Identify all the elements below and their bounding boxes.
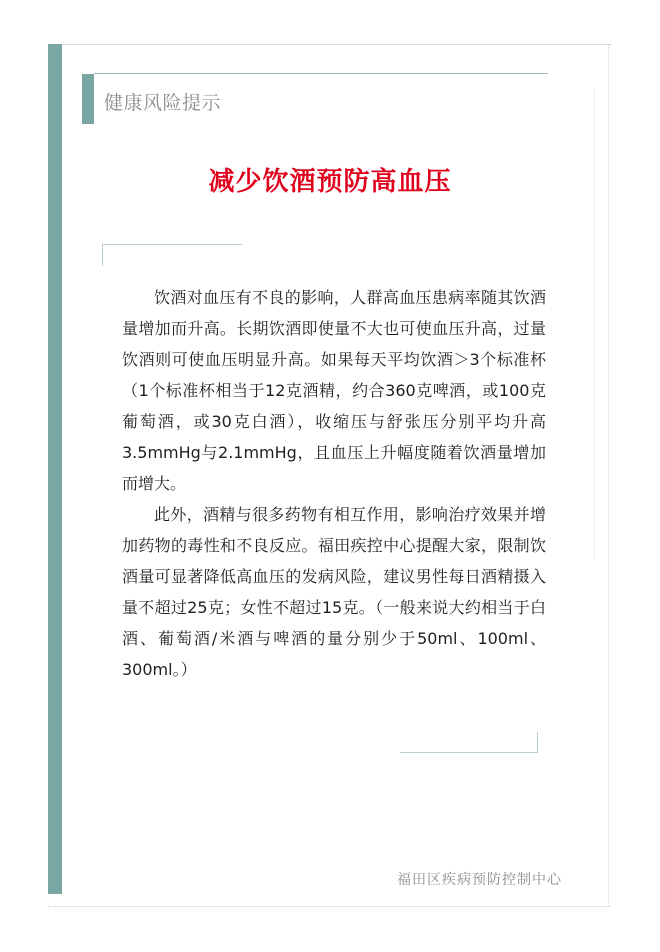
paragraph-1: 饮酒对血压有不良的影响，人群高血压患病率随其饮酒量增加而升高。长期饮酒即使量不大也可使血压升高，过量饮酒则可使血压明显升高。如果每天平均饮酒＞3个标准杯（1个标准杯相当于12克酒精，约合360克啤酒，或100克葡萄酒，或30克白酒），收缩压与舒张压分别平均升高3.5mmHg与2.1mmHg，且血压上升幅度随着饮酒量增加而增大。	[122, 288, 546, 493]
organization-footer: 福田区疾病预防控制中心	[397, 872, 562, 888]
category-label: 健康风险提示	[104, 92, 222, 114]
page-border-top	[48, 44, 612, 45]
category-rule	[94, 73, 548, 74]
page-border-bottom	[48, 906, 610, 907]
paragraph-2: 此外，酒精与很多药物有相互作用，影响治疗效果并增加药物的毒性和不良反应。福田疾控中心提醒大家，限制饮酒量可显著降低高血压的发病风险，建议男性每日酒精摄入量不超过25克；女性不超过15克。（一般来说大约相当于白酒、葡萄酒/米酒与啤酒的量分别少于50ml、100ml、300ml。）	[122, 505, 546, 679]
corner-bracket-top-vertical	[102, 244, 103, 266]
page-title: 减少饮酒预防高血压	[208, 167, 452, 197]
corner-bracket-bottom	[400, 752, 538, 753]
article-body	[122, 282, 546, 685]
inner-dotted-rule	[594, 90, 595, 560]
corner-bracket-top	[102, 244, 242, 245]
category-marker	[82, 74, 94, 124]
corner-bracket-bottom-vertical	[537, 732, 538, 753]
